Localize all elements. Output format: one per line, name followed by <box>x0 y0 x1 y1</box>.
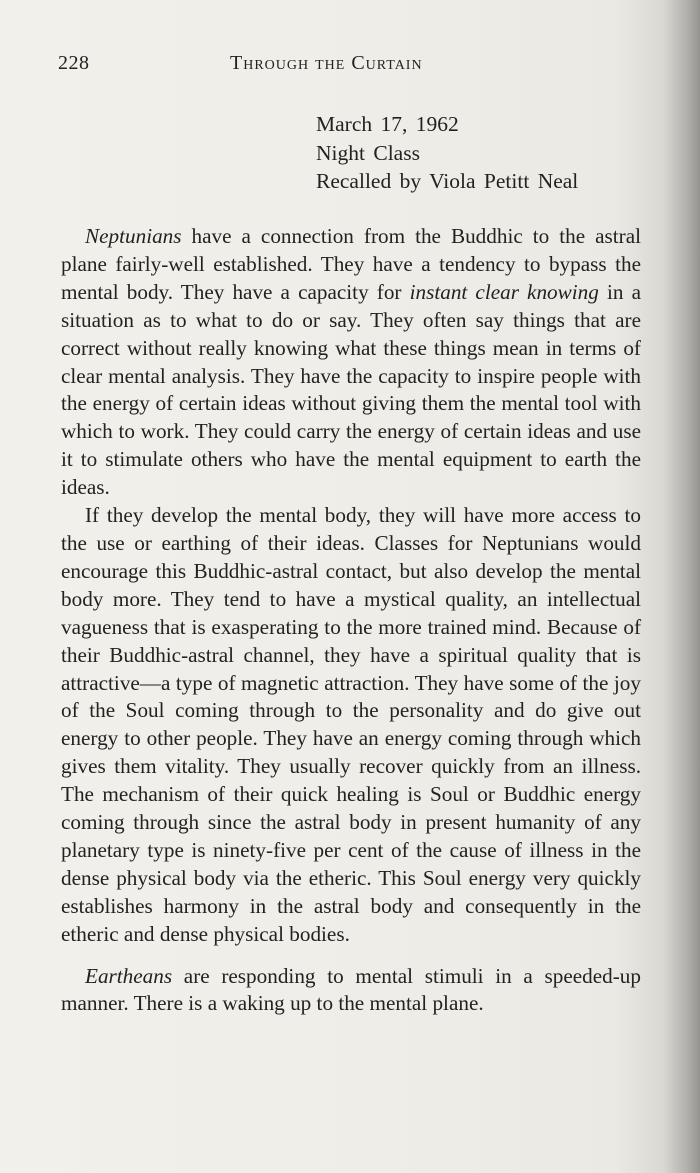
running-head <box>58 52 648 82</box>
paragraph-text: are responding to mental stimuli in a speeded-up manner. There is a waking up to the mental plane. <box>61 963 641 1016</box>
paragraph-lead-term: Eartheans <box>85 963 173 988</box>
paragraph-text: have a connection from the Buddhic to the astral plane fairly-well established. They have a tendency to bypass the mental body. They have a capacity for <box>61 224 641 304</box>
dateline <box>316 110 578 196</box>
dateline-recalled-by: Recalled by Viola Petitt Neal <box>316 169 579 193</box>
body-text <box>61 223 641 1018</box>
paragraph-neptunians <box>61 223 641 502</box>
page-edge-shadow <box>664 0 700 1173</box>
page-number: 228 <box>58 52 90 74</box>
running-title: Through the Curtain <box>230 52 423 74</box>
paragraph-mental-body: If they develop the mental body, they will have more access to the use or earthing of their ideas. Classes for Neptunians would encourage this Buddhic-astral contact, but also develop the mental body more. They tend to have a mystical quality, an intellectual vagueness that is exasperating to the more trained mind. Because of their Buddhic-astral channel, they have a spiritual quality that is attractive—a type of magnetic attraction. They have some of the joy of the Soul coming through to the personality and do give out energy to other people. They have an energy coming through which gives them vitality. They usually recover quickly from an illness. The mechanism of their quick healing is Soul or Buddhic energy coming through since the astral body in present humanity of any planetary type is ninety-five per cent of the cause of illness in the dense physical body via the etheric. This Soul energy very quickly establishes harmony in the astral body and consequently in the etheric and dense physical bodies. <box>61 503 641 946</box>
paragraph-lead-term: Neptunians <box>85 224 182 248</box>
dateline-session: Night Class <box>316 140 420 165</box>
paragraph-eartheans <box>61 963 641 1019</box>
emphasis-phrase: instant clear knowing <box>409 279 599 304</box>
paragraph-text: in a situation as to what to do or say. They often say things that are correct without really knowing what these things mean in terms of clear mental analysis. They have the capacity to inspire people with the energy of certain ideas without giving them the mental tool with which to work. They could carry the energy of certain ideas and use it to stimulate others who have the mental equipment to earth the ideas. <box>61 279 641 500</box>
dateline-date: March 17, 1962 <box>316 112 459 136</box>
